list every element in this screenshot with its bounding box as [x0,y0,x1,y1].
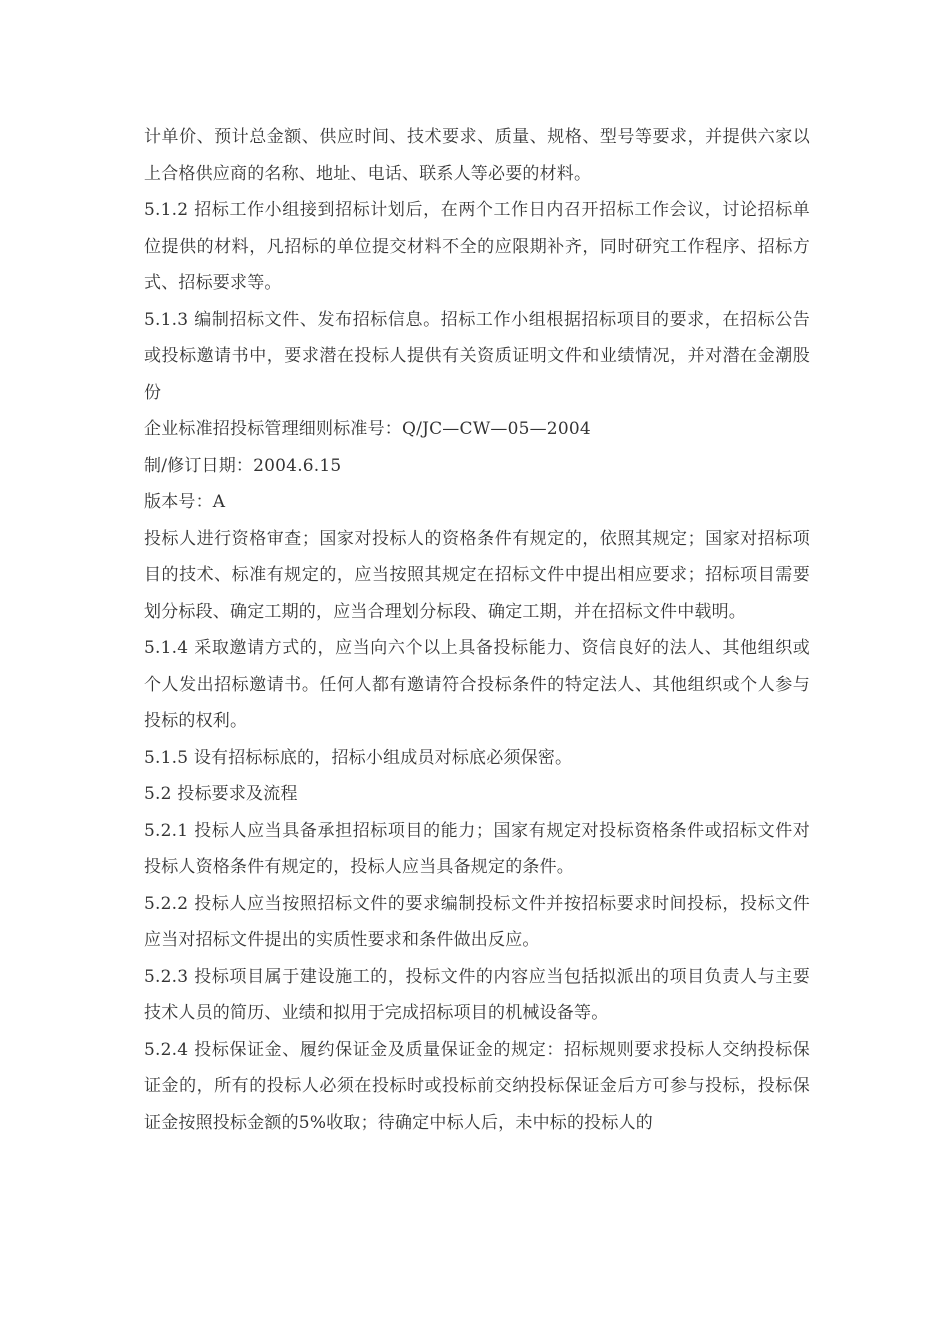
paragraph-5-1-3: 5.1.3 编制招标文件、发布招标信息。招标工作小组根据招标项目的要求，在招标公告或投标邀请书中，要求潜在投标人提供有关资质证明文件和业绩情况，并对潜在金潮股份 [144,309,810,403]
revision-date-line: 制/修订日期：2004.6.15 [144,455,342,476]
paragraph-5-1-2: 5.1.2 招标工作小组接到招标计划后，在两个工作日内召开招标工作会议，讨论招标单位提供的材料，凡招标的单位提交材料不全的应限期补齐，同时研究工作程序、招标方式、招标要求等。 [144,200,810,293]
paragraph-5-1-5: 5.1.5 设有招标标底的，招标小组成员对标底必须保密。 [144,747,573,768]
paragraph-5-2-4: 5.2.4 投标保证金、履约保证金及质量保证金的规定：招标规则要求投标人交纳投标保证金的，所有的投标人必须在投标时或投标前交纳投标保证金后方可参与投标，投标保证金按照投标金额的5%收取；待确定中标人后，未中标的投标人的 [144,1039,810,1133]
version-line: 版本号：A [144,492,226,512]
paragraph-5-2-1: 5.2.1 投标人应当具备承担招标项目的能力；国家有规定对投标资格条件或招标文件对投标人资格条件有规定的，投标人应当具备规定的条件。 [144,820,810,877]
paragraph-continuation: 计单价、预计总金额、供应时间、技术要求、质量、规格、型号等要求，并提供六家以上合格供应商的名称、地址、电话、联系人等必要的材料。 [144,127,810,184]
paragraph-qualification-review: 投标人进行资格审查；国家对投标人的资格条件有规定的，依照其规定；国家对招标项目的技术、标准有规定的，应当按照其规定在招标文件中提出相应要求；招标项目需要划分标段、确定工期的，应当合理划分标段、确定工期，并在招标文件中载明。 [144,528,810,622]
document-body [144,119,810,1141]
paragraph-5-1-4: 5.1.4 采取邀请方式的，应当向六个以上具备投标能力、资信良好的法人、其他组织或个人发出招标邀请书。任何人都有邀请符合投标条件的特定法人、其他组织或个人参与投标的权利。 [144,638,810,731]
paragraph-5-2-3: 5.2.3 投标项目属于建设施工的，投标文件的内容应当包括拟派出的项目负责人与主要技术人员的简历、业绩和拟用于完成招标项目的机械设备等。 [144,966,810,1023]
standard-number-line: 企业标准招投标管理细则标准号：Q/JC—CW—05—2004 [144,419,591,439]
paragraph-5-2-2: 5.2.2 投标人应当按照招标文件的要求编制投标文件并按招标要求时间投标，投标文件应当对招标文件提出的实质性要求和条件做出反应。 [144,893,810,950]
section-heading-5-2: 5.2 投标要求及流程 [144,784,298,804]
